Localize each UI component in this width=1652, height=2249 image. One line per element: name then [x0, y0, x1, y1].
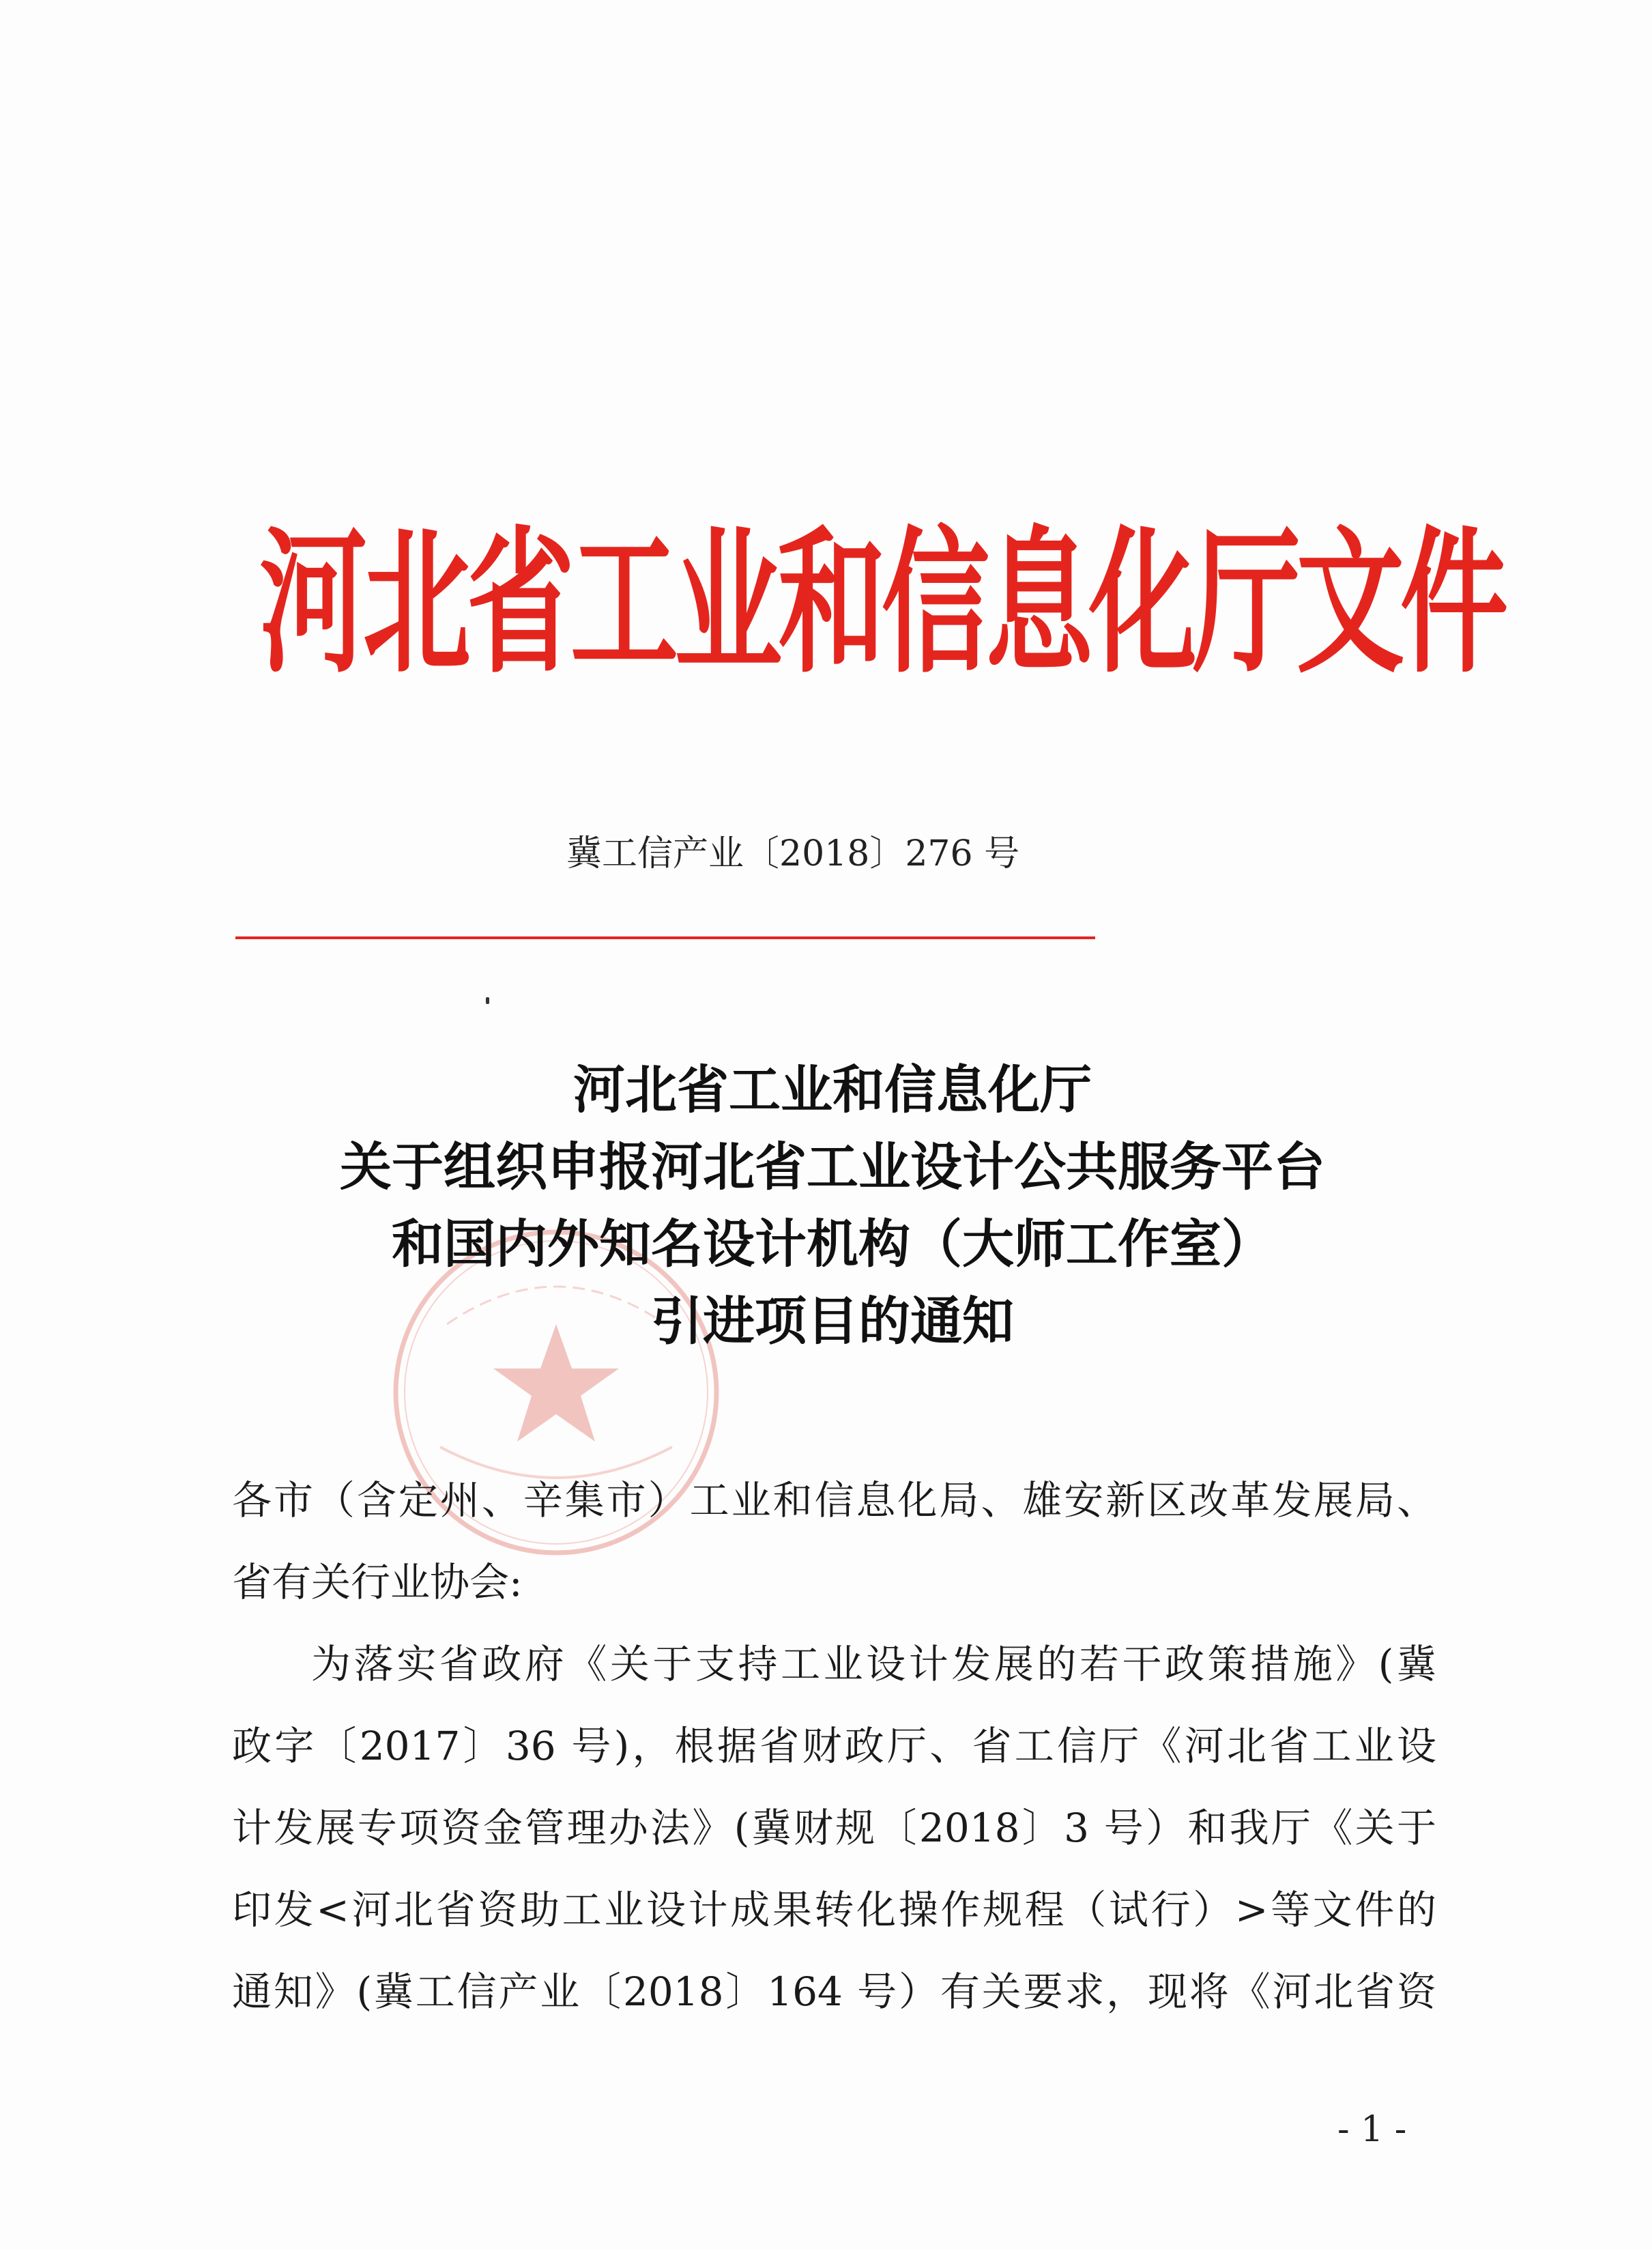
document-body	[232, 1459, 1436, 2033]
notice-title-line: 引进项目的通知	[651, 1291, 1014, 1351]
notice-title-line: 和国内外知名设计机构（大师工作室）	[392, 1214, 1273, 1274]
notice-title-line: 关于组织申报河北省工业设计公共服务平台	[340, 1136, 1325, 1197]
notice-title	[205, 1051, 1460, 1360]
paragraph-line: 印发<河北省资助工业设计成果转化操作规程（试行）>等文件的	[232, 1887, 1436, 1933]
notice-title-line: 河北省工业和信息化厅	[573, 1059, 1092, 1120]
addressee-line: 各市（含定州、辛集市）工业和信息化局、雄安新区改革发展局、	[232, 1477, 1436, 1523]
document-header-title: 河北省工业和信息化厅文件	[259, 513, 1504, 695]
scan-mark	[486, 997, 489, 1004]
document-number: 冀工信产业〔2018〕276 号	[566, 833, 1020, 874]
paragraph-line: 政字〔2017〕36 号)，根据省财政厅、省工信厅《河北省工业设	[232, 1723, 1436, 1769]
red-divider-line	[235, 936, 1095, 939]
page-number: - 1 -	[1337, 2109, 1407, 2150]
paragraph-line: 为落实省政府《关于支持工业设计发展的若干政策措施》(冀	[311, 1641, 1436, 1687]
addressee-line: 省有关行业协会:	[232, 1559, 523, 1605]
paragraph-line: 计发展专项资金管理办法》(冀财规〔2018〕3 号）和我厅《关于	[232, 1805, 1436, 1851]
paragraph-line: 通知》(冀工信产业〔2018〕164 号）有关要求，现将《河北省资	[232, 1968, 1436, 2015]
